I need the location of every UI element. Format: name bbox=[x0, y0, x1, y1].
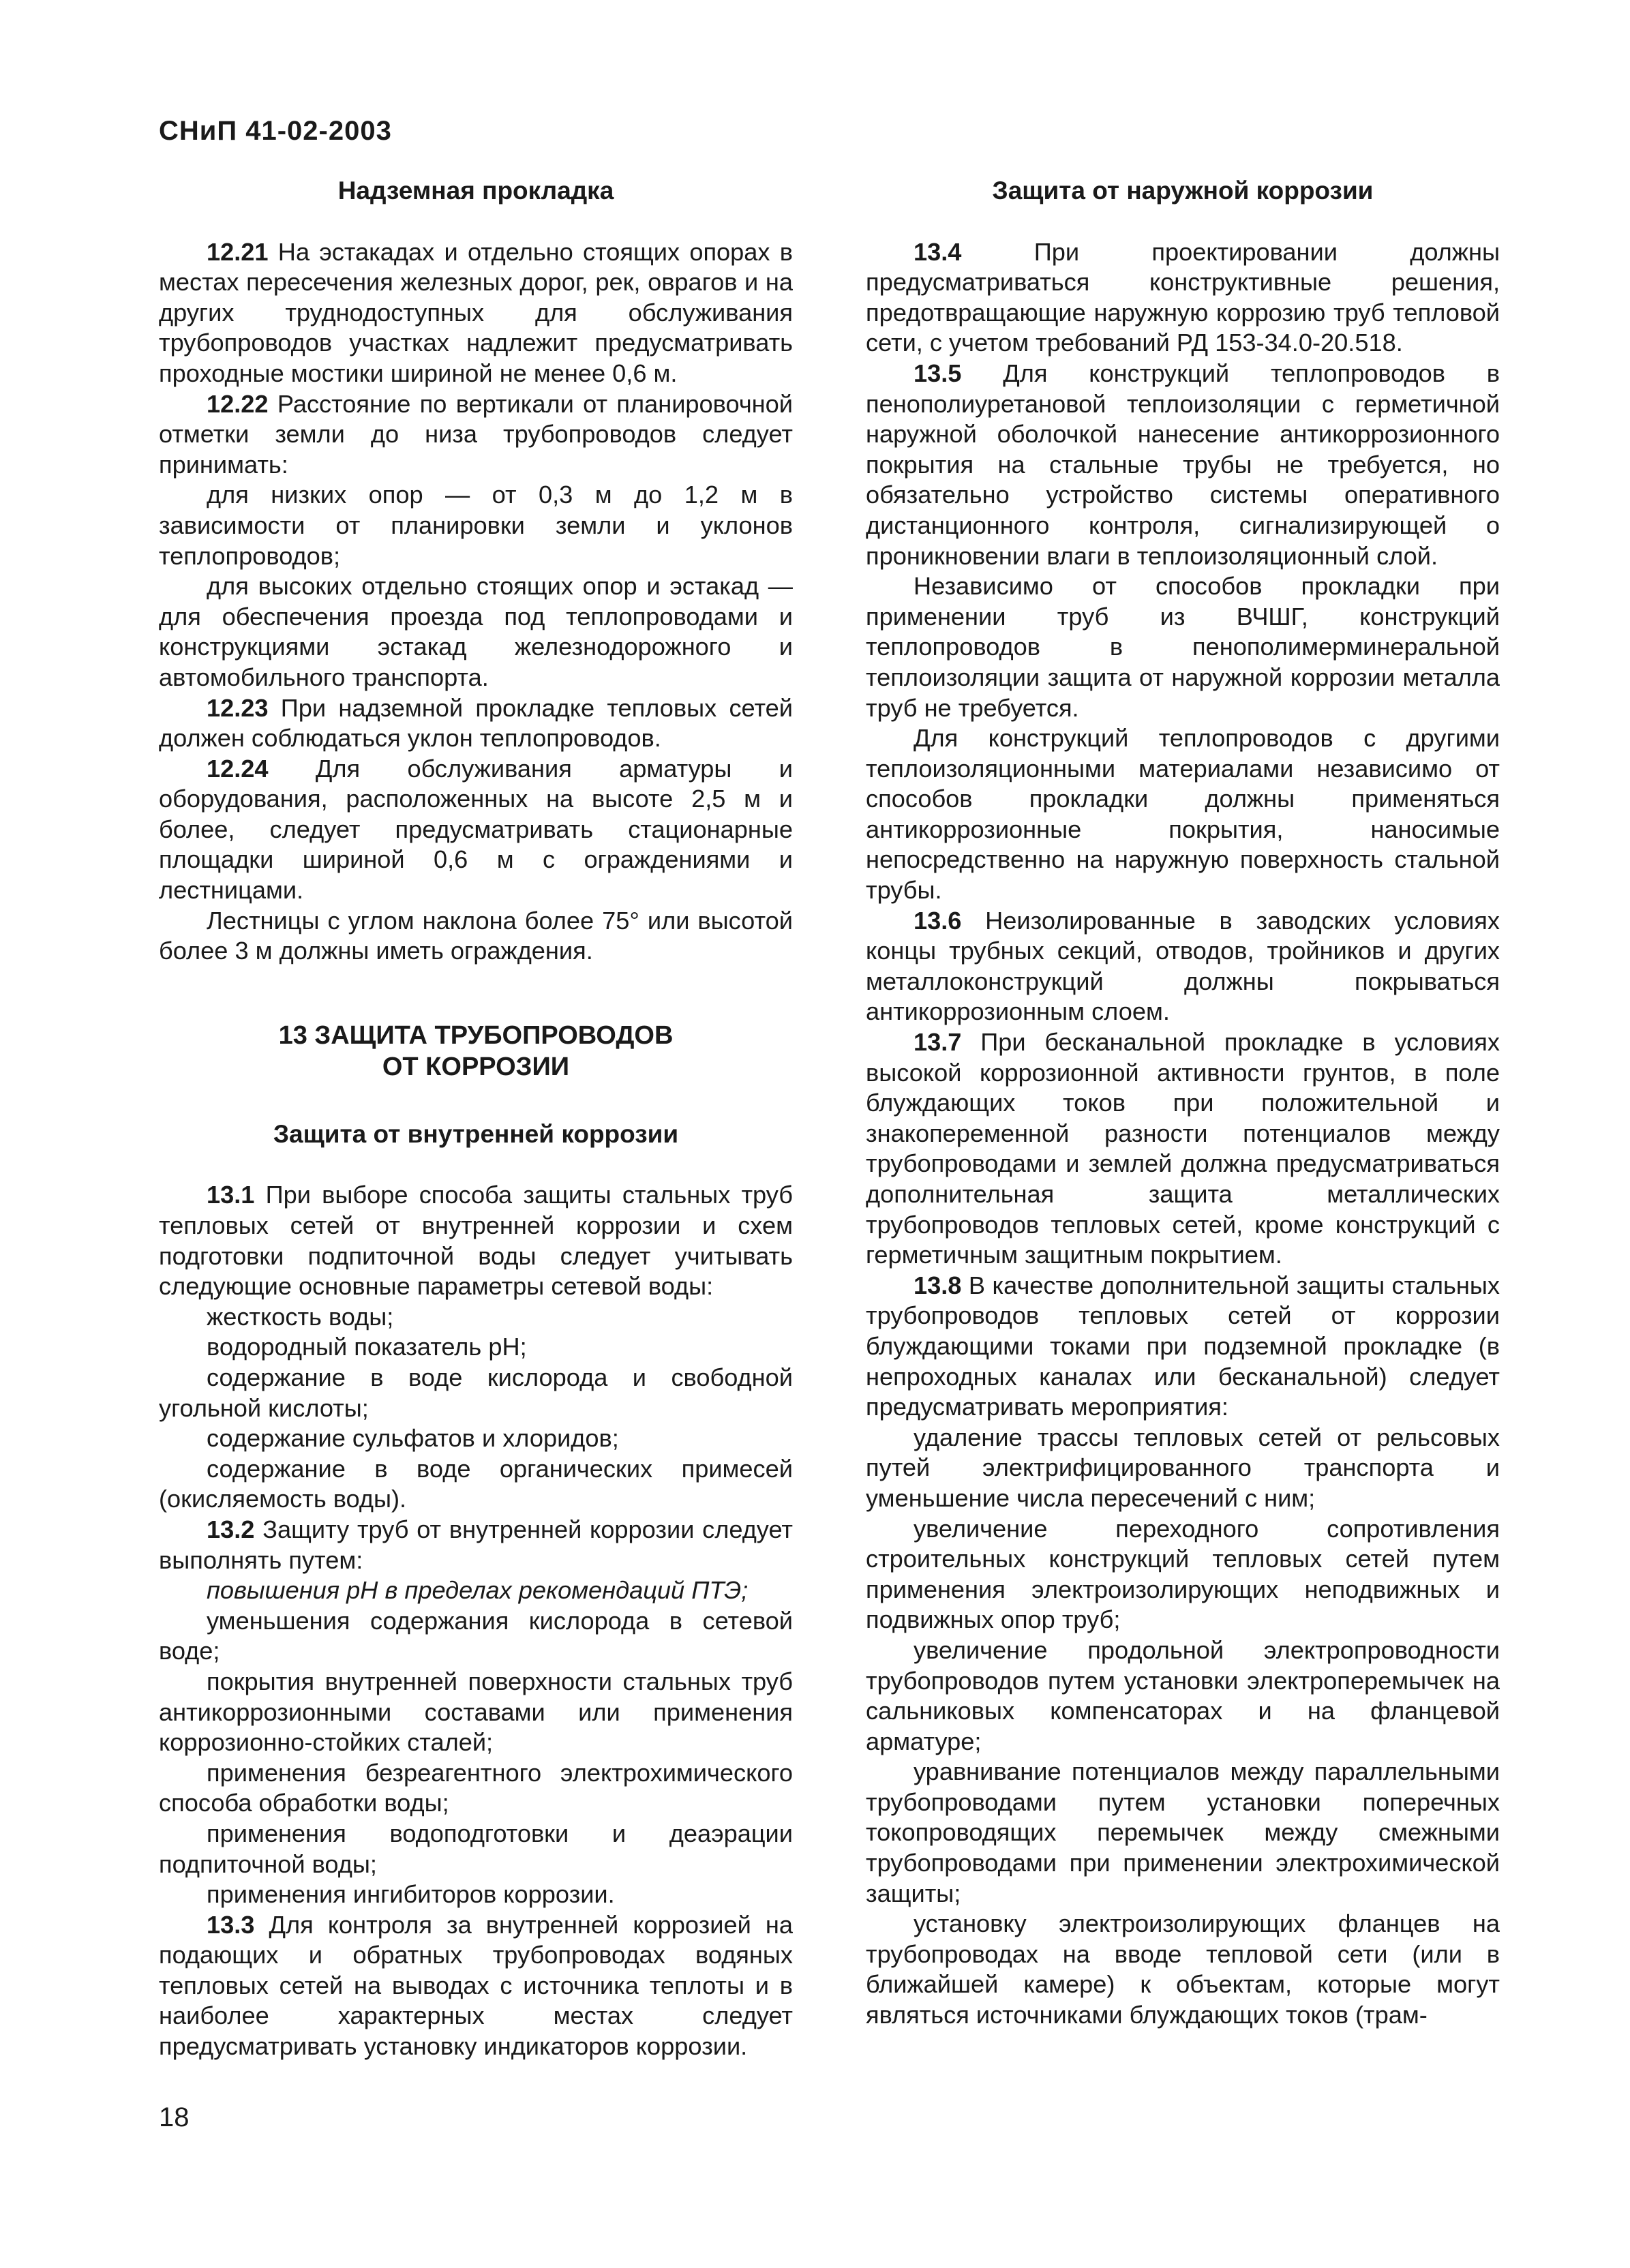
list-item: содержание в воде органических примесей (окисляемость воды). bbox=[159, 1454, 793, 1513]
clause-number: 12.23 bbox=[207, 693, 269, 722]
clause-number: 13.5 bbox=[914, 359, 962, 387]
list-item: покрытия внутренней поверхности стальных труб антикоррозионными составами или применения коррозионно-стойких сталей; bbox=[159, 1667, 793, 1757]
paragraph-12-21 bbox=[159, 237, 793, 389]
subheading-above-ground: Надземная прокладка bbox=[337, 177, 614, 205]
list-item: жесткость воды; bbox=[207, 1302, 394, 1331]
clause-number: 13.2 bbox=[207, 1515, 255, 1543]
list-item: удаление трассы тепловых сетей от рельсовых путей электрифицированного транспорта и уменьшение числа пересечений с ним; bbox=[866, 1423, 1500, 1512]
paragraph-text: Независимо от способов прокладки при применении труб из ВЧШГ, конструкций теплопроводов в пенополимерминеральной теплоизоляции защита от наружной коррозии металла труб не требуется. bbox=[866, 572, 1500, 722]
paragraph-13-6 bbox=[866, 906, 1500, 1027]
paragraph-text: При выборе способа защиты стальных труб тепловых сетей от внутренней коррозии и схем подготовки подпиточной воды следует учитывать следующие основные параметры сетевой воды: bbox=[159, 1181, 793, 1301]
paragraph-text: Для обслуживания арматуры и оборудования, расположенных на высоте 2,5 м и более, следует предусматривать стационарные площадки шириной 0,6 м с ограждениями и лестницами. bbox=[159, 754, 793, 905]
clause-number: 12.22 bbox=[207, 389, 269, 418]
paragraph-12-22 bbox=[159, 389, 793, 481]
section-title-line-1: 13 ЗАЩИТА ТРУБОПРОВОДОВ bbox=[278, 1020, 674, 1050]
paragraph-text: В качестве дополнительной защиты стальных трубопроводов тепловых сетей от коррозии блуждающими токами при подземной прокладке (в непроходных каналах или бесканальной) следует предусматривать мероприятия: bbox=[866, 1271, 1500, 1421]
left-column bbox=[159, 176, 793, 2062]
list-item: содержание в воде кислорода и свободной угольной кислоты; bbox=[159, 1363, 793, 1422]
paragraph-13-5 bbox=[866, 359, 1500, 571]
paragraph-text: Неизолированные в заводских условиях концы трубных секций, отводов, тройников и других металлоконструкций должны покрываться антикоррозионным слоем. bbox=[866, 906, 1500, 1026]
paragraph-13-1 bbox=[159, 1180, 793, 1301]
paragraph-13-8 bbox=[866, 1271, 1500, 1423]
paragraph-12-23 bbox=[159, 693, 793, 754]
clause-number: 12.21 bbox=[207, 237, 269, 266]
clause-number: 13.8 bbox=[914, 1271, 962, 1299]
paragraph-13-2 bbox=[159, 1515, 793, 1575]
paragraph-text: При надземной прокладке тепловых сетей должен соблюдаться уклон теплопроводов. bbox=[159, 693, 793, 753]
list-item: водородный показатель pH; bbox=[207, 1333, 527, 1361]
paragraph-text: На эстакадах и отдельно стоящих опорах в местах пересечения железных дорог, рек, оврагов и на других труднодоступных для обслуживания трубопроводов участках надлежит предусматривать проходные мостики шириной не менее 0,6 м. bbox=[159, 237, 793, 387]
paragraph-text: Защиту труб от внутренней коррозии следует выполнять путем: bbox=[159, 1515, 793, 1574]
clause-number: 13.7 bbox=[914, 1028, 962, 1057]
paragraph-text: Расстояние по вертикали от планировочной отметки земли до низа трубопроводов следует принимать: bbox=[159, 389, 793, 479]
section-title-line-2: ОТ КОРРОЗИИ bbox=[382, 1052, 570, 1081]
right-column bbox=[866, 176, 1500, 2031]
document-code-header: СНиП 41-02-2003 bbox=[159, 116, 392, 146]
paragraph-text: Лестницы с углом наклона более 75° или высотой более 3 м должны иметь ограждения. bbox=[159, 906, 793, 965]
paragraph-text: Для конструкций теплопроводов с другими теплоизоляционными материалами независимо от способов прокладки должны применяться антикоррозионные покрытия, наносимые непосредственно на наружную поверхность стальной трубы. bbox=[866, 724, 1500, 905]
paragraph-12-24 bbox=[159, 754, 793, 906]
paragraph-text: При бесканальной прокладке в условиях высокой коррозионной активности грунтов, в поле блуждающих токов при положительной и знакопеременной разности потенциалов между трубопроводами и землей должна предусматриваться дополнительная защита металлических трубопроводов тепловых сетей, кроме конструкций с герметичным защитным покрытием. bbox=[866, 1028, 1500, 1269]
list-item: содержание сульфатов и хлоридов; bbox=[207, 1424, 619, 1453]
list-item: применения безреагентного электрохимического способа обработки воды; bbox=[159, 1758, 793, 1817]
clause-number: 13.4 bbox=[914, 237, 962, 266]
list-item: уравнивание потенциалов между параллельными трубопроводами путем установки поперечных токопроводящих перемычек между смежными трубопроводами при применении электрохимической защиты; bbox=[866, 1757, 1500, 1907]
clause-number: 13.6 bbox=[914, 906, 962, 935]
paragraph-text: Для контроля за внутренней коррозией на подающих и обратных трубопроводах водяных тепловых сетей на выводах с источника теплоты и в наиболее характерных местах следует предусматривать установку индикаторов коррозии. bbox=[159, 1910, 793, 2061]
paragraph-13-3 bbox=[159, 1910, 793, 2062]
list-item: уменьшения содержания кислорода в сетевой воде; bbox=[159, 1606, 793, 1665]
paragraph-13-7 bbox=[866, 1027, 1500, 1271]
list-item: применения водоподготовки и деаэрации подпиточной воды; bbox=[159, 1819, 793, 1878]
paragraph-text: При проектировании должны предусматриваться конструктивные решения, предотвращающие наружную коррозию труб тепловой сети, с учетом требований РД 153-34.0-20.518. bbox=[866, 237, 1500, 357]
subheading-external-corrosion: Защита от наружной коррозии bbox=[992, 177, 1374, 205]
page-number: 18 bbox=[159, 2102, 190, 2132]
paragraph-text: Для конструкций теплопроводов в пенополиуретановой теплоизоляции с герметичной наружной оболочкой нанесение антикоррозионного покрытия на стальные трубы не требуется, но обязательно устройство системы оперативного дистанционного контроля, сигнализирующей о проникновении влаги в теплоизоляционный слой. bbox=[866, 359, 1500, 570]
list-item: применения ингибиторов коррозии. bbox=[207, 1880, 615, 1909]
paragraph-13-4 bbox=[866, 237, 1500, 359]
list-item: повышения pH в пределах рекомендаций ПТЭ; bbox=[207, 1576, 749, 1605]
list-item: для низких опор — от 0,3 м до 1,2 м в зависимости от планировки земли и уклонов теплопроводов; bbox=[159, 481, 793, 570]
subheading-internal-corrosion: Защита от внутренней коррозии bbox=[273, 1119, 679, 1148]
list-item: увеличение переходного сопротивления строительных конструкций тепловых сетей путем применения электроизолирующих неподвижных и подвижных опор труб; bbox=[866, 1514, 1500, 1634]
clause-number: 13.3 bbox=[207, 1910, 255, 1939]
clause-number: 12.24 bbox=[207, 754, 269, 783]
list-item: установку электроизолирующих фланцев на трубопроводах на вводе тепловой сети (или в ближайшей камере) к объектам, которые могут являться источниками блуждающих токов (трам- bbox=[866, 1909, 1500, 2029]
list-item: для высоких отдельно стоящих опор и эстакад — для обеспечения проезда под теплопроводами и конструкциями эстакад железнодорожного и автомобильного транспорта. bbox=[159, 572, 793, 691]
list-item: увеличение продольной электропроводности трубопроводов путем установки электроперемычек на сальниковых компенсаторах и на фланцевой арматуре; bbox=[866, 1635, 1500, 1755]
clause-number: 13.1 bbox=[207, 1181, 255, 1209]
